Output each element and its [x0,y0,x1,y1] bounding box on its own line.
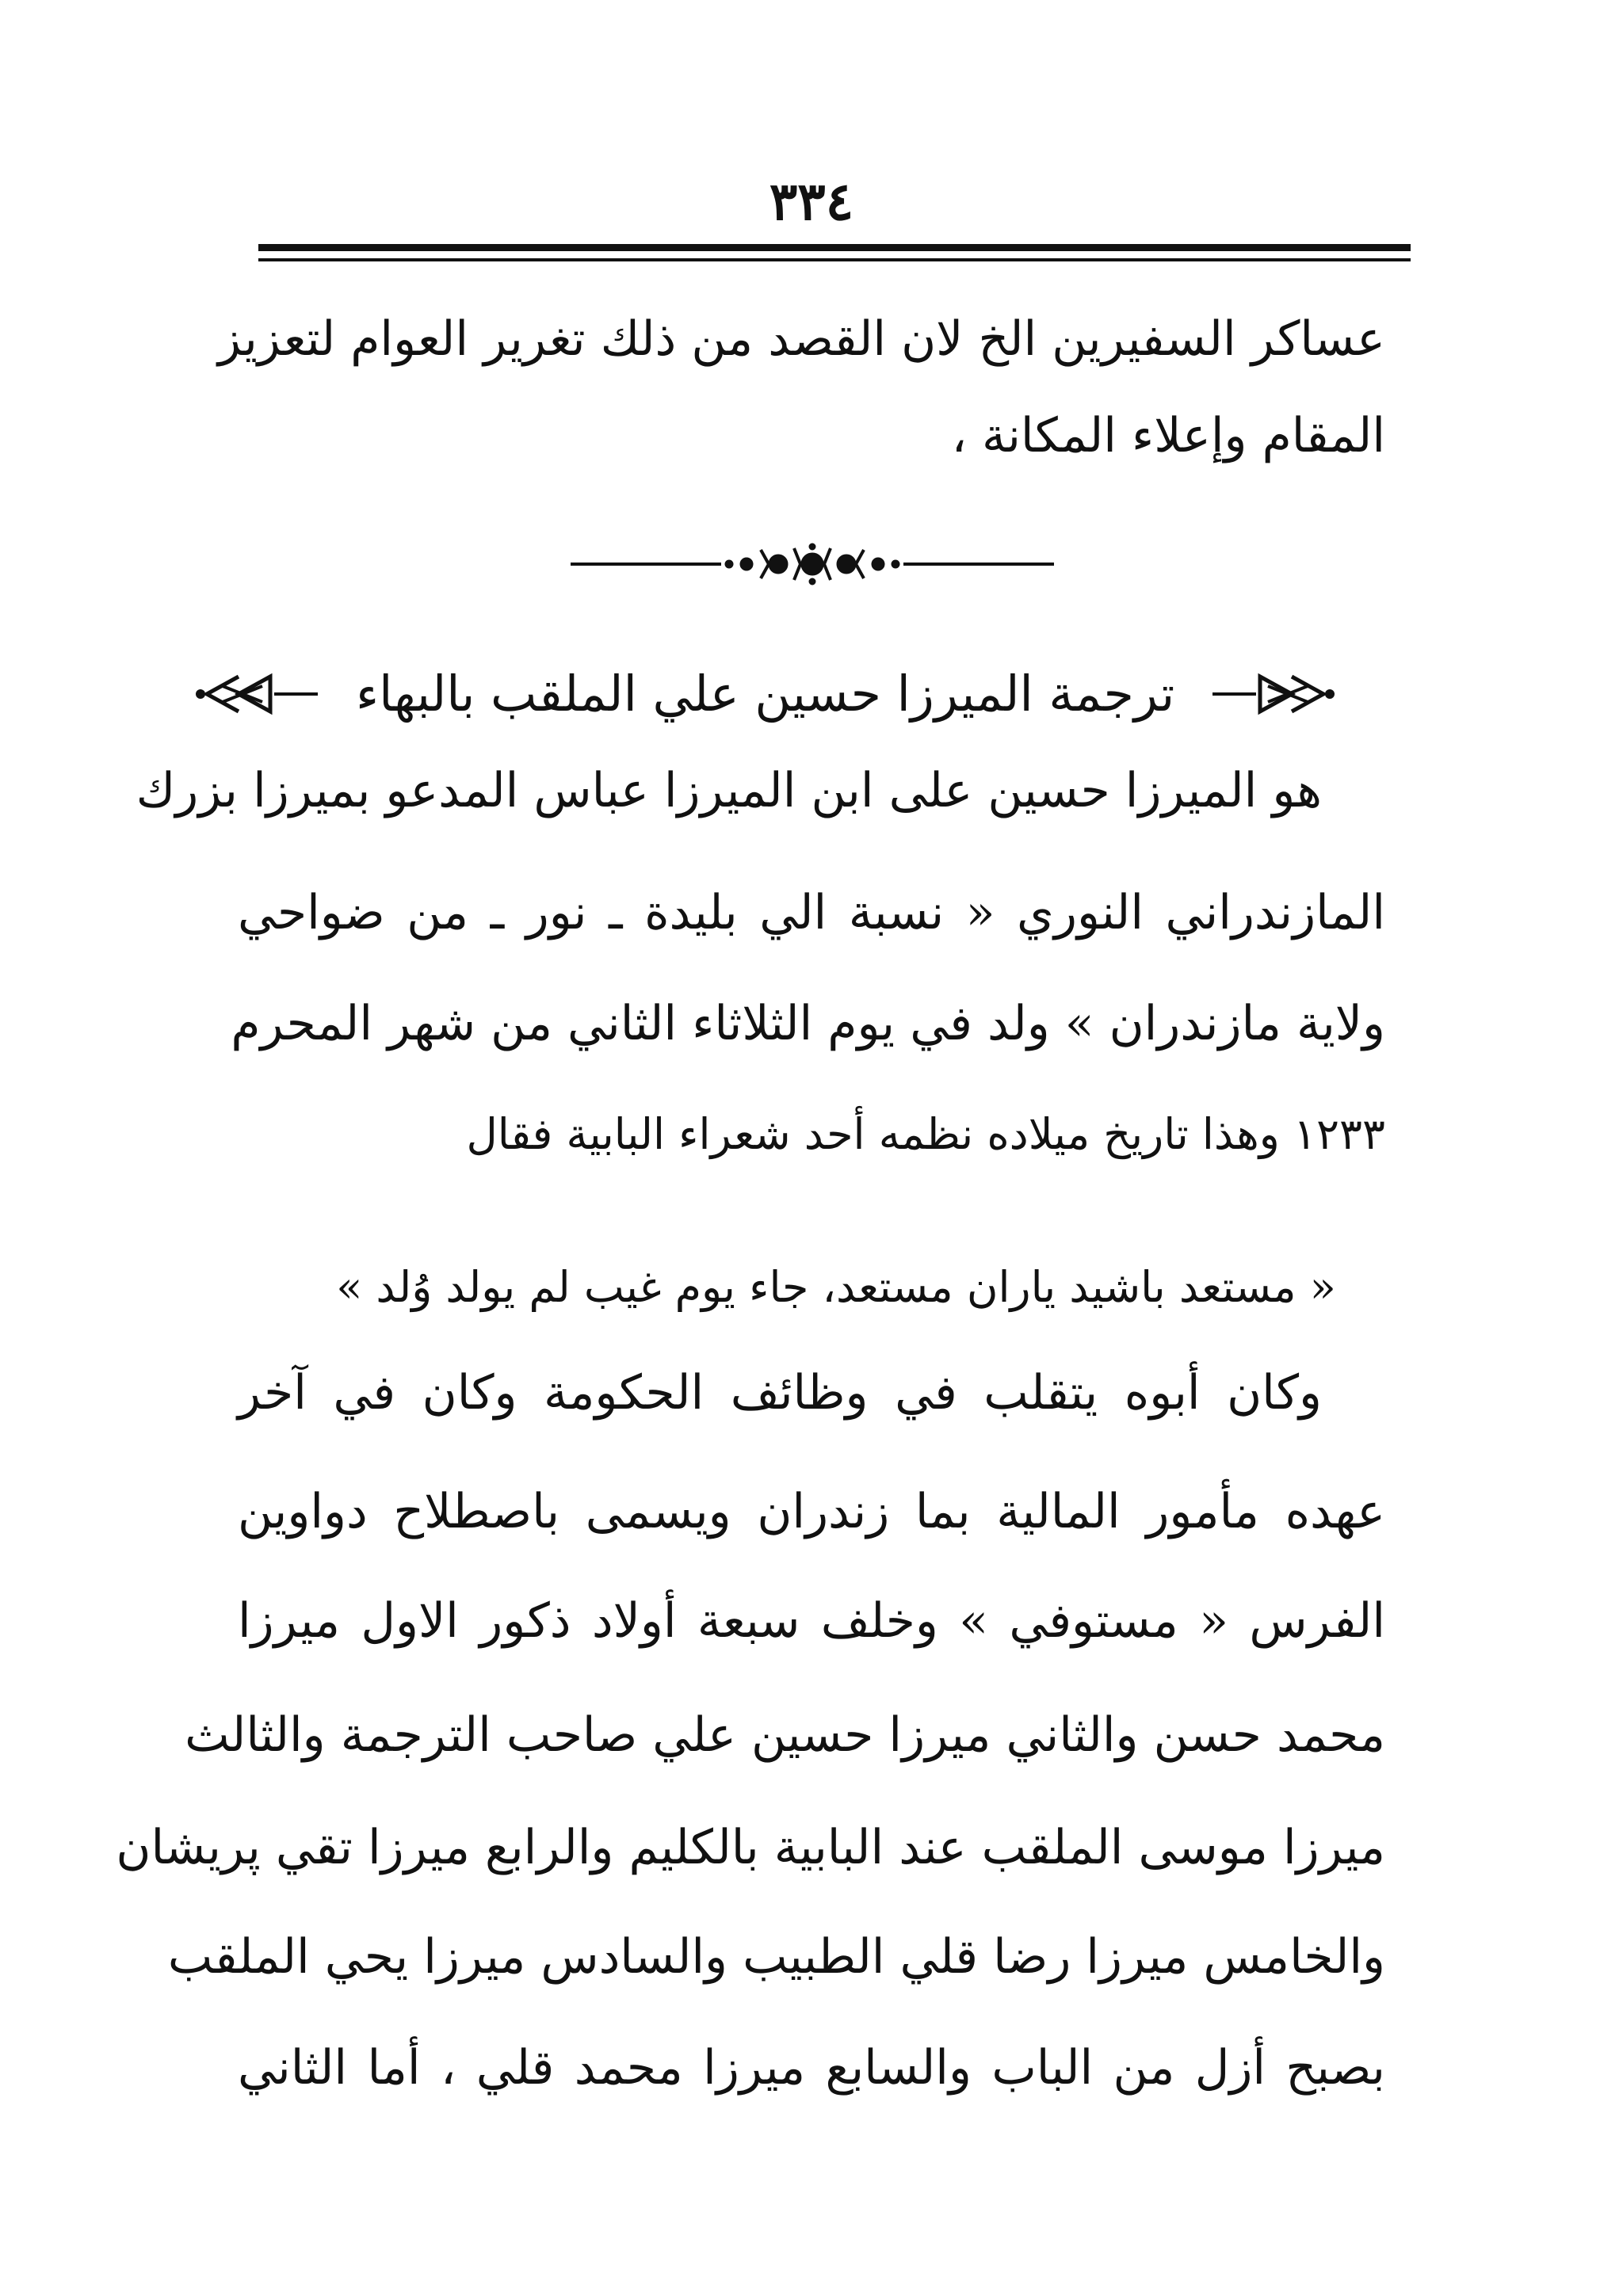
body-line: وكان أبوه يتقلب في وظائف الحكومة وكان في آخر [238,1365,1322,1421]
top-paragraph-line: عساكر السفيرين الخ لان القصد من ذلك تغرير العوام لتعزيز [217,311,1385,367]
body-line: ميرزا موسى الملقب عند البابية بالكليم والرابع ميرزا تقي پريشان [116,1820,1385,1875]
heading-ornament-left-icon [191,670,318,718]
body-line: هو الميرزا حسين على ابن الميرزا عباس المدعو بميرزا بزرك [136,763,1322,818]
body-line: والخامس ميرزا رضا قلي الطبيب والسادس ميرزا يحي الملقب [167,1929,1385,1985]
page-number: ٣٣٤ [769,170,854,232]
poem-line: « مستعد باشيد ياران مستعد، جاء يوم غيب لم يولد وُلد » [336,1262,1336,1312]
body-line: الفرس « مستوفي » وخلف سبعة أولاد ذكور الاول ميرزا [238,1593,1385,1649]
ornamental-divider [571,540,1054,588]
section-title: ترجمة الميرزا حسين علي الملقب بالبهاء [355,664,1175,723]
top-paragraph-line: المقام وإعلاء المكانة ، [951,408,1385,463]
heading-ornament-right-icon [1212,670,1339,718]
section-heading [285,664,1339,723]
body-line: بصبح أزل من الباب والسابع ميرزا محمد قلي ، أما الثاني [238,2040,1385,2096]
body-line: محمد حسن والثاني ميرزا حسين علي صاحب الترجمة والثالث [185,1707,1385,1763]
header-rule-thin [258,258,1411,261]
body-line: ١٢٣٣ وهذا تاريخ ميلاده نظمه أحد شعراء البابية فقال [466,1109,1385,1159]
body-line: المازندراني النوري « نسبة الي بليدة ـ نور ـ من ضواحي [238,885,1385,940]
body-line: ولاية مازندران » ولد في يوم الثلاثاء الثاني من شهر المحرم [231,996,1385,1051]
header-rule-thick [258,244,1411,251]
body-line: عهده مأمور المالية بما زندران ويسمى باصطلاح دواوين [238,1484,1385,1539]
